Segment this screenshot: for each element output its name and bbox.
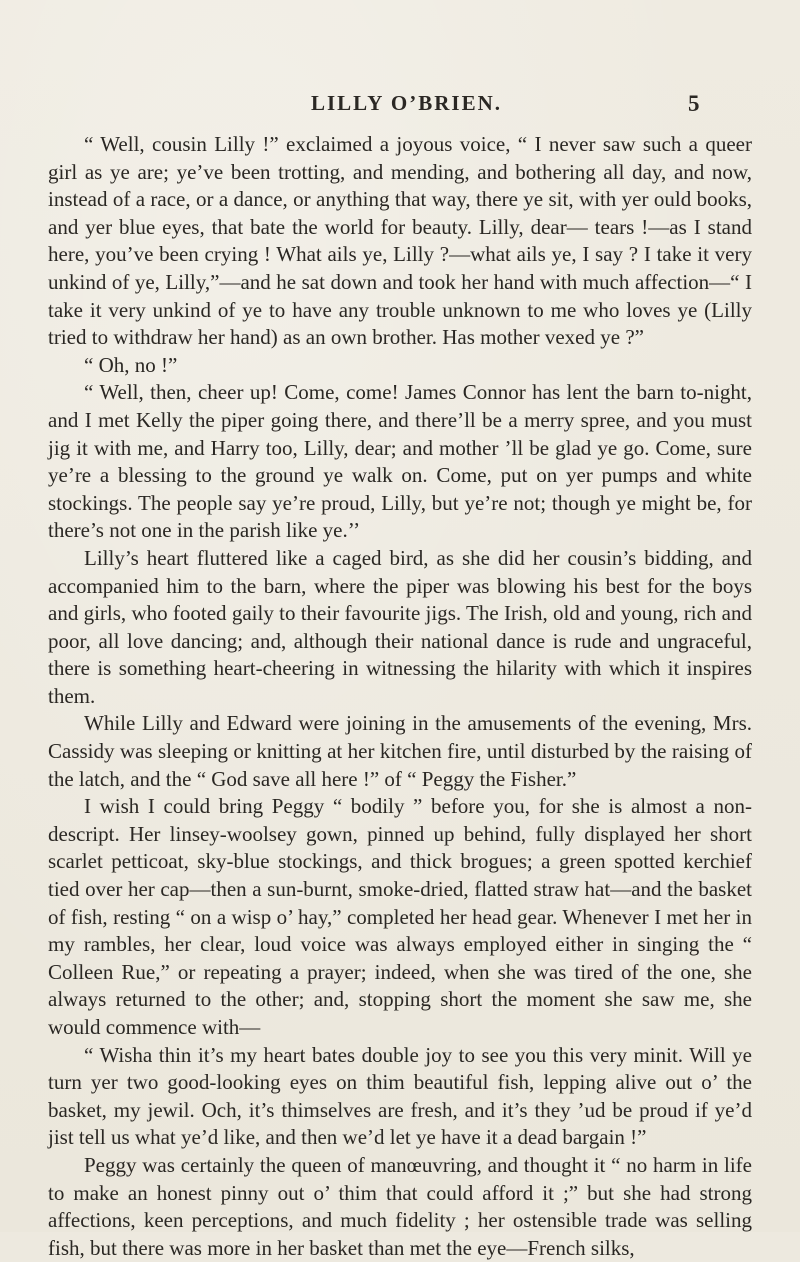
paragraph: I wish I could bring Peggy “ bodily ” before you, for she is almost a non-descript. Her linsey-woolsey gown, pinned up behind, fully displayed her short scarlet petticoat, sky-blue stockings, and thick brogues; a green spotted kerchief tied over her cap—then a sun-burnt, smoke-dried, flatted straw hat—and the basket of fish, resting “ on a wisp o’ hay,” completed her head gear. Whenever I met her in my rambles, her clear, loud voice was always employed either in singing the “ Colleen Rue,” or repeating a prayer; indeed, when she was tired of the one, she always returned to the other; and, stopping short the moment she saw me, she would commence with— bbox=[48, 794, 752, 1039]
paragraph: Lilly’s heart fluttered like a caged bird, as she did her cousin’s bidding, and accompanied him to the barn, where the piper was blowing his best for the boys and girls, who footed gaily to their favourite jigs. The Irish, old and young, rich and poor, all love dancing; and, although their national dance is rude and ungraceful, there is something heart-cheering in witnessing the hilarity with which it inspires them. bbox=[48, 545, 752, 708]
paragraph: “ Wisha thin it’s my heart bates double joy to see you this very minit. Will ye turn yer two good-looking eyes on thim beautiful fish, lepping alive out o’ the basket, my jewil. Och, it’s thimselves are fresh, and it’s they ’ud be proud if ye’d jist tell us what ye’d like, and then we’d let ye have it a dead bargain !” bbox=[48, 1042, 752, 1150]
paragraph: “ Well, cousin Lilly !” exclaimed a joyous voice, “ I never saw such a queer girl as ye are; ye’ve been trotting, and mending, and bothering all day, and now, instead of a race, or a dance, or anything that way, there ye sit, with yer ould books, and yer blue eyes, that bate the world for beauty. Lilly, dear— tears !—as I stand here, you’ve been crying ! What ails ye, Lilly ?—what ails ye, I say ? I take it very unkind of ye, Lilly,”—and he sat down and took her hand with much affection—“ I take it very unkind of ye to have any trouble unknown to me who loves ye (Lilly tried to withdraw her hand) as an own brother. Has mother vexed ye ?” bbox=[48, 132, 752, 350]
paragraph: “ Oh, no !” bbox=[84, 352, 178, 377]
body-text bbox=[48, 131, 752, 1262]
page-number: 5 bbox=[688, 91, 700, 116]
paragraph: While Lilly and Edward were joining in the amusements of the evening, Mrs. Cassidy was sleeping or knitting at her kitchen fire, until disturbed by the raising of the latch, and the “ God save all here !” of “ Peggy the Fisher.” bbox=[48, 711, 752, 791]
paragraph: Peggy was certainly the queen of manœuvring, and thought it “ no harm in life to make an honest pinny out o’ thim that could afford it ;” but she had strong affections, keen perceptions, and much fidelity ; her ostensible trade was selling fish, but there was more in her basket than met the eye—French silks, bbox=[48, 1152, 752, 1260]
running-head bbox=[0, 91, 800, 131]
paragraph: “ Well, then, cheer up! Come, come! James Connor has lent the barn to-night, and I met Kelly the piper going there, and there’ll be a merry spree, and you must jig it with me, and Harry too, Lilly, dear; and mother ’ll be glad ye go. Come, sure ye’re a blessing to the ground ye walk on. Come, put on yer pumps and white stockings. The people say ye’re proud, Lilly, but ye’re not; though ye might be, for there’s not one in the parish like ye.’’ bbox=[48, 380, 752, 543]
running-title: LILLY O’BRIEN. bbox=[311, 91, 502, 115]
